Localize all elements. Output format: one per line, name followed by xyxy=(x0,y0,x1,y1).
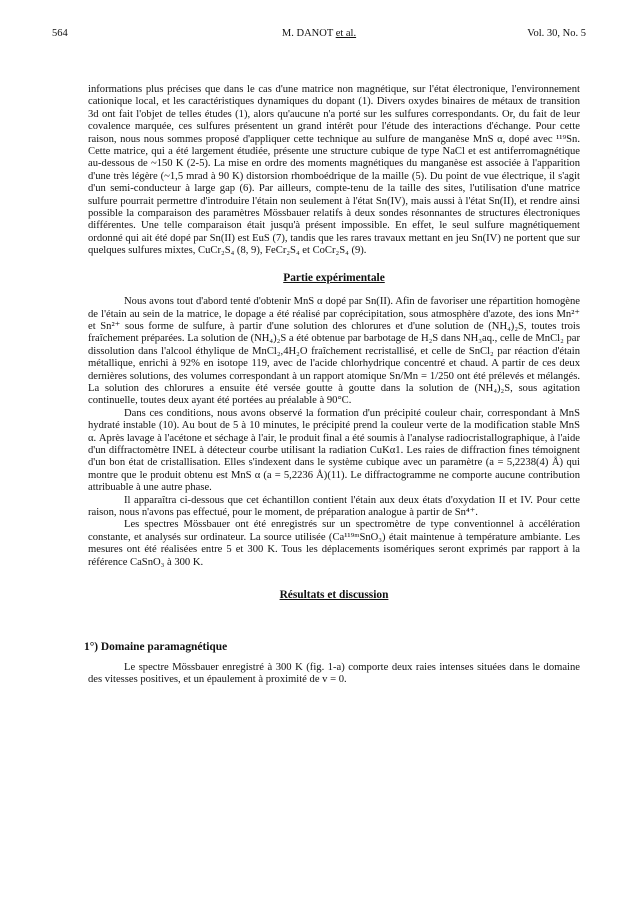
exp-paragraph-1: Nous avons tout d'abord tenté d'obtenir MnS α dopé par Sn(II). Afin de favoriser une répartition homogène de l'étain au sein de la matrice, le dopage a été réalisé par coprécipitation, sous atmosphère d'azote, des ions Mn²⁺ et Sn²⁺ sous forme de sulfure, à partir d'une solution des chlorures et d'une solution de (NH₄)₂S, toutes trois fraîchement préparées. La solution de (NH₄)₂S a été obtenue par barbotage de H₂S dans NH₃aq., celle de MnCl₂ par dissolution dans l'alcool éthylique de MnCl₂,4H₂O fraîchement recristallisé, et celle de SnCl₂ par réaction d'étain métallique, enrichi à 92% en isotope 119, avec de l'acide chlorhydrique concentré et chaud. A partir de ces deux dernières solutions, des volumes correspondant à un rapport atomique Sn/Mn = 1/250 ont été prélevés et mélangés. La solution des chlorures a ensuite été versée goutte à goutte dans la solution de (NH₄)₂S, sous agitation continuelle, toutes deux ayant été portées au préalable à 90°C. xyxy=(88,296,580,407)
intro-paragraph: informations plus précises que dans le cas d'une matrice non magnétique, sur l'état électronique, l'environnement cationique local, et les caractéristiques dynamiques du dopant (1). Divers oxydes binaires de métaux de transition 3d ont fait l'objet de telles études (1), alors qu'aucune n'a porté sur les sulfures correspondants. Or, du fait de leur covalence marquée, ces sulfures présentent un grand intérêt pour l'étude des interactions d'échange. Pour cette raison, nous nous sommes proposé d'appliquer cette technique au sulfure de manganèse MnS α, dopé avec ¹¹⁹Sn. Cette matrice, qui a été largement étudiée, présente une structure cubique de type NaCl et est antiferromagnétique au-dessous de ~150 K (2-5). La mise en ordre des moments magnétiques du manganèse est associée à l'apparition d'une très légère (~1,5 mrad à 90 K) distorsion rhomboédrique de la maille (5). Du point de vue électrique, il s'agit d'un semi-conducteur à large gap (6). Par ailleurs, compte-tenu de la taille des sites, l'utilisation d'une matrice sulfure pourrait permettre d'introduire l'étain non seulement à l'état Sn(IV), mais aussi à l'état Sn(II), et rendre ainsi possible la comparaison des paramètres Mössbauer relatifs à deux sondes résonnantes de structures électroniques différentes. Une telle comparaison était jusqu'à présent impossible. En effet, le seul sulfure magnétiquement ordonné qui ait été dopé par Sn(II) est EuS (7), tandis que les rares travaux mettant en jeu Sn(IV) ne portent que sur quelques sulfures mixtes, CuCr₂S₄ (8, 9), FeCr₂S₄ et CoCr₂S₄ (9). xyxy=(88,84,580,257)
page-number: 564 xyxy=(52,28,68,39)
subsection-heading: 1°) Domaine paramagnétique xyxy=(84,641,228,654)
exp-paragraph-2: Dans ces conditions, nous avons observé la formation d'un précipité couleur chair, correspondant à MnS hydraté instable (10). Au bout de 5 à 10 minutes, le précipité prend la couleur verte de la modification stable MnS α. Après lavage à l'acétone et séchage à l'air, le produit final a été soumis à l'analyse radiocristallographique, à l'aide d'un diffractomètre INEL à détecteur courbe utilisant la radiation CuKα1. Les raies de diffraction fines témoignent d'un bon état de cristallisation. Elles s'indexent dans le système cubique avec un paramètre (a = 5,2238(4) Å) qui montre que le produit obtenu est MnS α (a = 5,2236 Å)(11). Le diffractogramme ne comporte aucune contribution attribuable à une autre phase. xyxy=(88,407,580,494)
running-header xyxy=(52,28,586,44)
exp-paragraph-3: Il apparaîtra ci-dessous que cet échantillon contient l'étain aux deux états d'oxydation II et IV. Pour cette raison, nous n'avons pas effectué, pour le moment, de préparation analogue à partir de Sn⁴⁺. xyxy=(88,494,580,518)
section-heading-results: Résultats et discussion xyxy=(279,589,389,602)
author-name: M. DANOT xyxy=(281,28,334,39)
running-authors xyxy=(52,28,586,39)
exp-paragraph-4: Les spectres Mössbauer ont été enregistrés sur un spectromètre de type conventionnel à accélération constante, et analysés sur ordinateur. La source utilisée (Ca¹¹⁹ᵐSnO₃) était maintenue à température ambiante. Les mesures ont été réalisées entre 5 et 300 K. Tous les déplacements isomériques seront exprimés par rapport à la référence CaSnO₃ à 300 K. xyxy=(88,519,580,568)
journal-volume: Vol. 30, No. 5 xyxy=(527,28,586,39)
results-paragraph-1: Le spectre Mössbauer enregistré à 300 K (fig. 1-a) comporte deux raies intenses situées dans le domaine des vitesses positives, et un épaulement à proximité de v = 0. xyxy=(88,661,580,686)
article-body xyxy=(84,84,580,687)
et-al: et al. xyxy=(335,28,357,39)
section-heading-experimental: Partie expérimentale xyxy=(283,271,385,284)
